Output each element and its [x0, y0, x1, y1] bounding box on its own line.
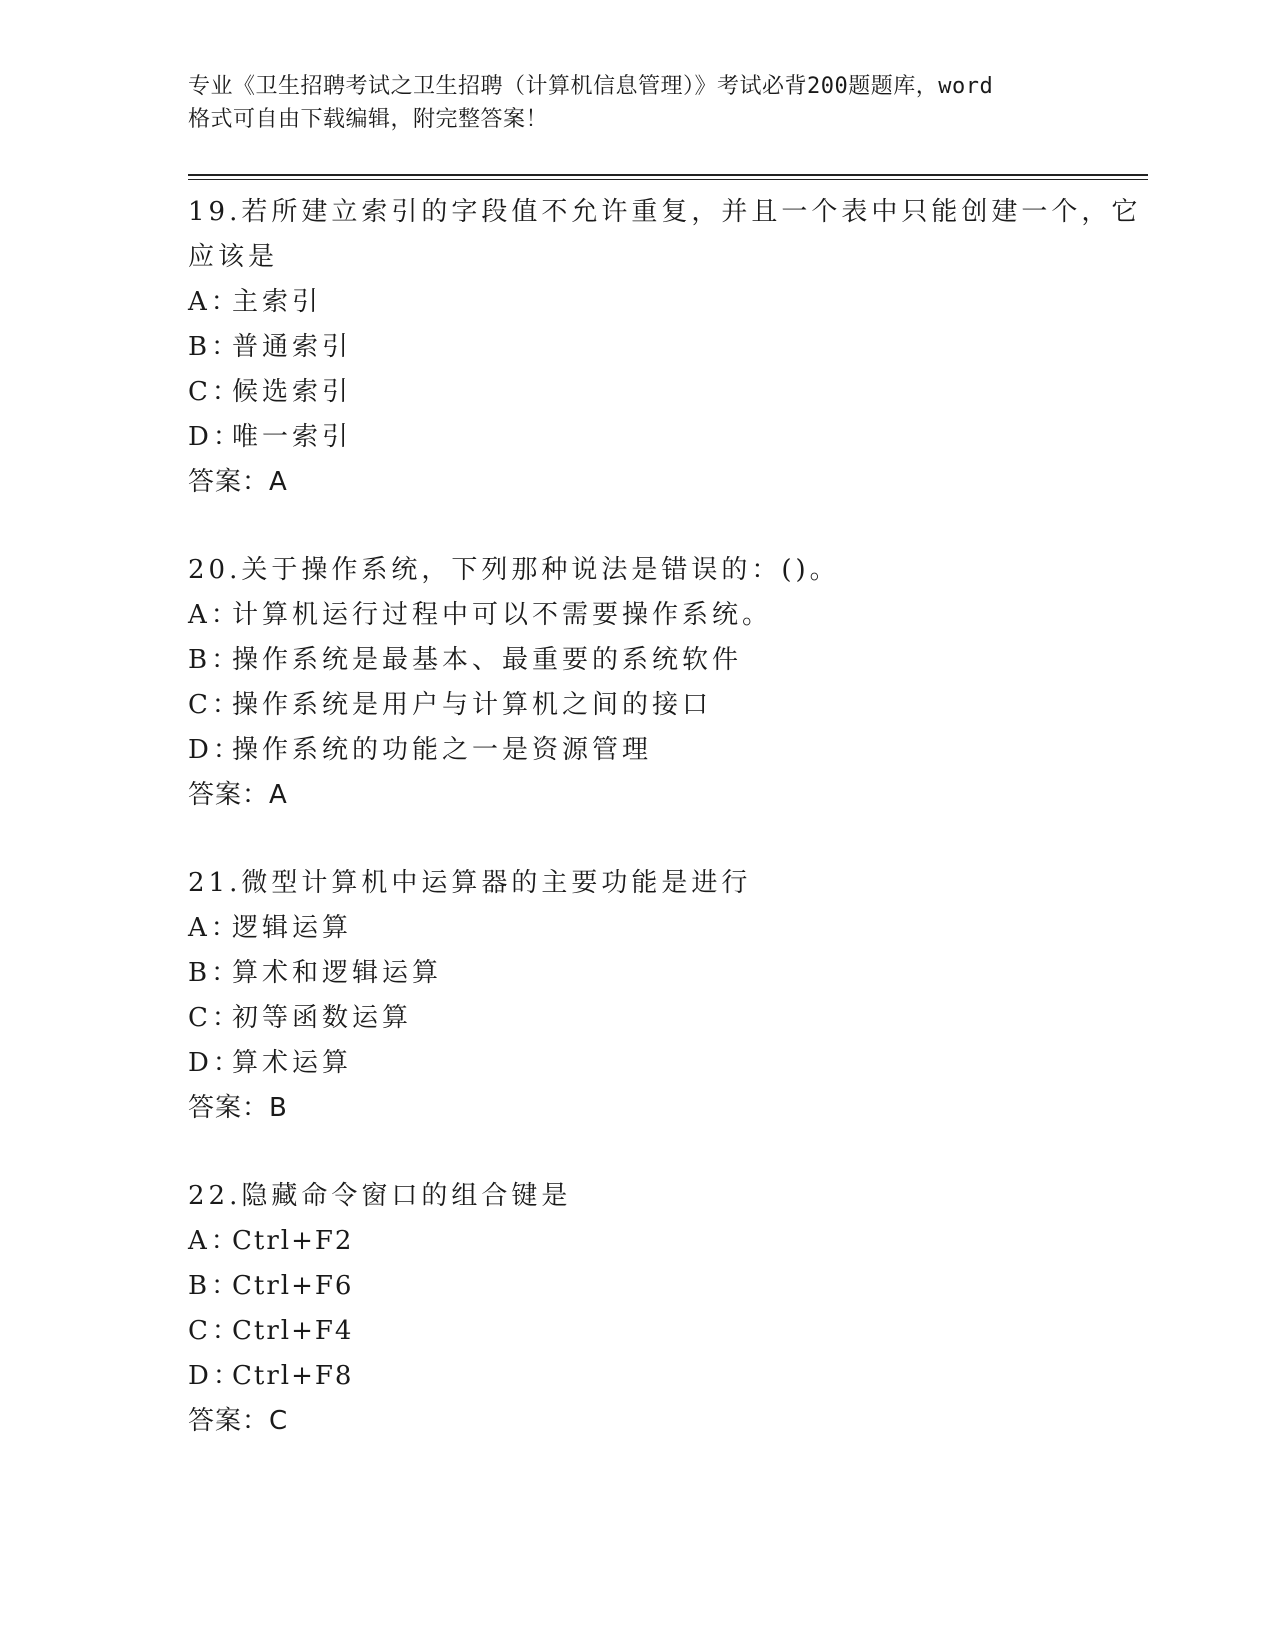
question-stem: 21.微型计算机中运算器的主要功能是进行: [188, 868, 752, 898]
option-a: [188, 280, 1148, 325]
question-stem: 20.关于操作系统，下列那种说法是错误的：()。: [188, 555, 840, 585]
option-key: C：: [188, 1316, 242, 1346]
option-a: [188, 593, 1148, 638]
option-key: D：: [188, 1361, 243, 1391]
document-title-line-2: 格式可自由下载编辑，附完整答案！: [188, 107, 549, 132]
option-a: [188, 1219, 1148, 1264]
option-text: 算术运算: [232, 1048, 353, 1078]
question-list: [188, 190, 1148, 1444]
option-key: A：: [188, 1226, 241, 1256]
option-d: [188, 415, 1148, 460]
option-key: A：: [188, 600, 241, 630]
option-d: [188, 1354, 1148, 1399]
option-key: D：: [188, 422, 243, 452]
question-21: [188, 861, 1148, 1131]
option-b: [188, 951, 1148, 996]
option-text: 逻辑运算: [232, 913, 353, 943]
option-text: 算术和逻辑运算: [232, 958, 443, 988]
answer-label: 答案：C: [188, 1406, 289, 1436]
option-text: 候选索引: [232, 377, 353, 407]
question-20: [188, 548, 1148, 818]
answer-label: 答案：A: [188, 467, 288, 497]
option-d: [188, 1041, 1148, 1086]
answer-label: 答案：B: [188, 1093, 288, 1123]
option-key: B：: [188, 332, 242, 362]
question-19: [188, 190, 1148, 505]
option-text: 主索引: [232, 287, 323, 317]
document-title-line-1: 专业《卫生招聘考试之卫生招聘（计算机信息管理）》考试必背200题题库，word: [188, 74, 994, 99]
option-text: 普通索引: [232, 332, 353, 362]
option-key: D：: [188, 1048, 243, 1078]
option-b: [188, 1264, 1148, 1309]
question-22: [188, 1174, 1148, 1444]
option-key: B：: [188, 958, 242, 988]
option-b: [188, 638, 1148, 683]
option-d: [188, 728, 1148, 773]
option-c: [188, 683, 1148, 728]
option-text: 初等函数运算: [232, 1003, 413, 1033]
option-text: 操作系统是最基本、最重要的系统软件: [232, 645, 743, 675]
option-c: [188, 370, 1148, 415]
option-text: Ctrl+F8: [232, 1361, 354, 1391]
document-page: [188, 70, 1148, 1487]
option-text: 计算机运行过程中可以不需要操作系统。: [232, 600, 773, 630]
option-text: Ctrl+F6: [232, 1271, 354, 1301]
option-key: D：: [188, 735, 243, 765]
header-divider: [188, 174, 1148, 180]
option-key: A：: [188, 287, 241, 317]
question-stem: 19.若所建立索引的字段值不允许重复，并且一个表中只能创建一个，它应该是: [188, 197, 1142, 272]
option-text: Ctrl+F4: [232, 1316, 354, 1346]
option-b: [188, 325, 1148, 370]
option-key: C：: [188, 1003, 242, 1033]
option-key: C：: [188, 377, 242, 407]
answer-label: 答案：A: [188, 780, 288, 810]
option-key: B：: [188, 645, 242, 675]
option-key: B：: [188, 1271, 242, 1301]
question-stem: 22.隐藏命令窗口的组合键是: [188, 1181, 572, 1211]
option-text: 操作系统的功能之一是资源管理: [232, 735, 653, 765]
option-c: [188, 996, 1148, 1041]
option-a: [188, 906, 1148, 951]
option-text: Ctrl+F2: [232, 1226, 354, 1256]
option-key: A：: [188, 913, 241, 943]
option-text: 操作系统是用户与计算机之间的接口: [232, 690, 713, 720]
option-text: 唯一索引: [232, 422, 353, 452]
option-key: C：: [188, 690, 242, 720]
option-c: [188, 1309, 1148, 1354]
